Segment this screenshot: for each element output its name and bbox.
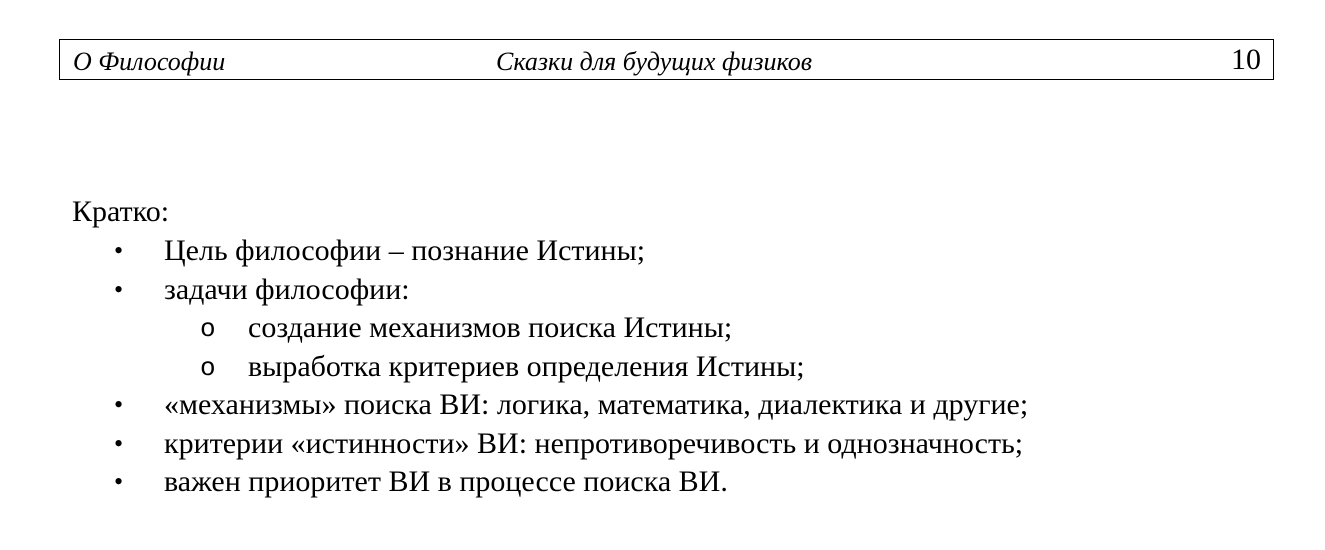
list-item	[72, 232, 1272, 271]
header-section-title: О Философии	[73, 47, 226, 76]
circle-bullet-icon: o	[200, 352, 216, 383]
bullet-icon: •	[114, 274, 124, 304]
sub-list-item	[72, 309, 1272, 348]
list-item	[72, 386, 1272, 425]
intro-heading: Кратко:	[72, 195, 170, 228]
sub-list-item-text: создание механизмов поиска Истины;	[248, 311, 733, 344]
list-item	[72, 271, 1272, 310]
list-item-text: важен приоритет ВИ в процессе поиска ВИ.	[164, 465, 728, 498]
bullet-icon: •	[114, 428, 124, 458]
sub-list-item	[72, 348, 1272, 387]
list-item-text: Цель философии – познание Истины;	[164, 234, 646, 267]
header-book-title: Сказки для будущих физиков	[496, 47, 813, 76]
sub-list-item-text: выработка критериев определения Истины;	[248, 349, 805, 383]
page-number: 10	[1231, 43, 1261, 76]
list-item-text: критерии «истинности» ВИ: непротиворечивость и однозначность;	[164, 426, 1024, 460]
bullet-icon: •	[114, 236, 124, 265]
list-item-text: задачи философии:	[164, 272, 410, 306]
list-item-text: «механизмы» поиска ВИ: логика, математика, диалектика и другие;	[164, 388, 1029, 421]
running-header	[59, 39, 1274, 80]
main-content	[72, 192, 1272, 502]
bullet-icon: •	[114, 390, 124, 419]
circle-bullet-icon: o	[200, 314, 216, 344]
list-item	[72, 463, 1272, 502]
bullet-icon: •	[114, 467, 124, 496]
list-item	[72, 425, 1272, 464]
